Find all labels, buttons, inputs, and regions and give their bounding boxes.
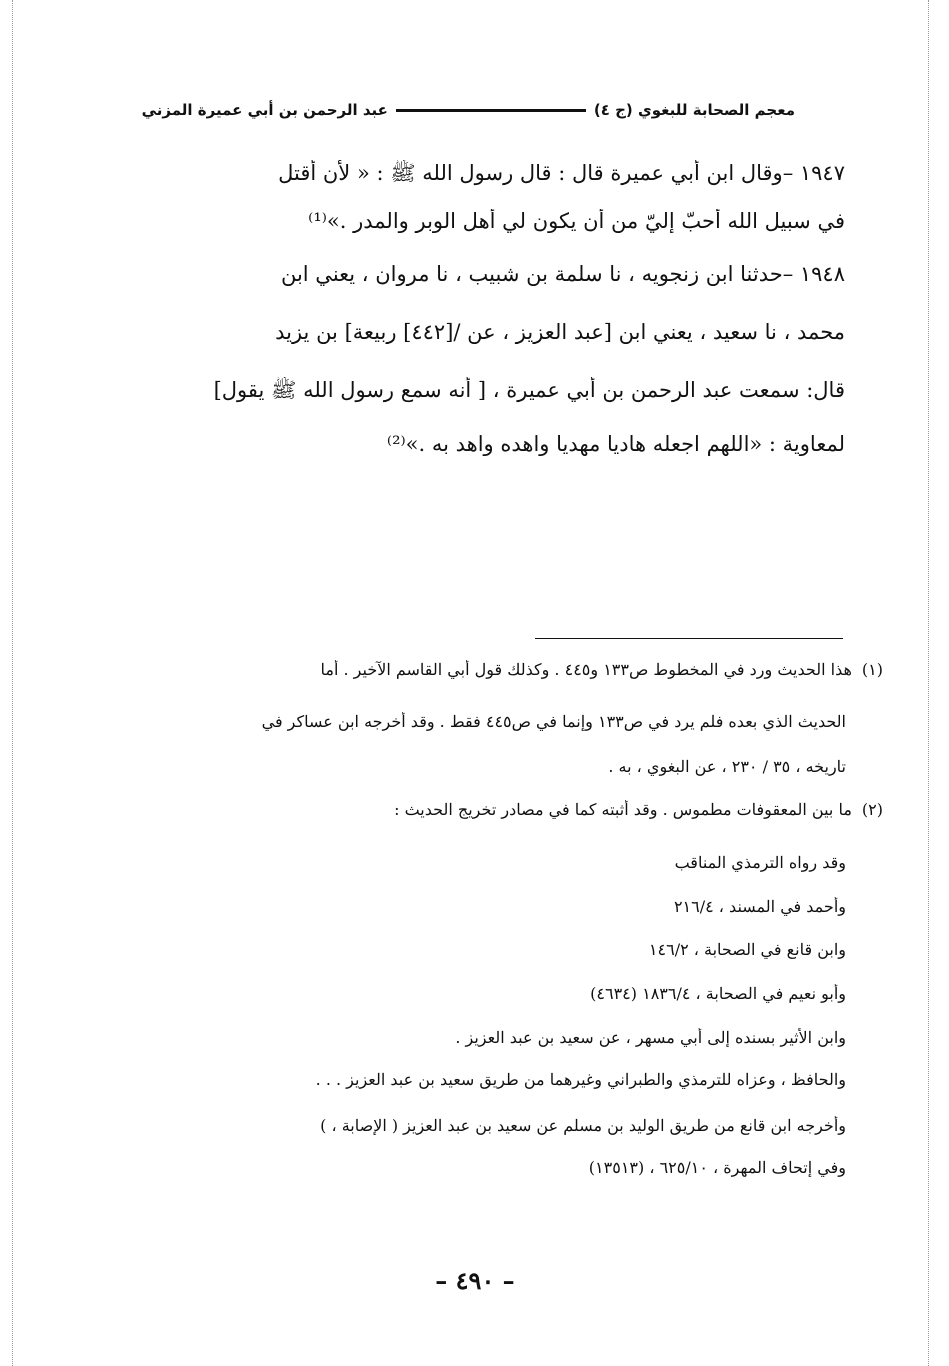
header-rule bbox=[396, 109, 586, 112]
footnote-1-text-1: هذا الحديث ورد في المخطوط ص١٣٣ و٤٤٥ . وكذلك قول أبي القاسم الآخير . أما bbox=[320, 660, 852, 679]
left-scan-edge bbox=[12, 0, 13, 1366]
footnote-2-line-4: وابن قانع في الصحابة ، ١٤٦/٢ bbox=[648, 940, 846, 959]
footnote-1-marker: (١) bbox=[861, 660, 883, 679]
footnote-2-line-9: وفي إتحاف المهرة ، ٦٢٥/١٠ ، (١٣٥١٣) bbox=[588, 1158, 846, 1177]
footnote-2-line-8: وأخرجه ابن قانع من طريق الوليد بن مسلم عن سعيد بن عبد العزيز ( الإصابة ، ) bbox=[320, 1116, 846, 1135]
footnote-2-line-6: وابن الأثير بسنده إلى أبي مسهر ، عن سعيد بن عبد العزيز . bbox=[455, 1028, 846, 1047]
footnote-2-line-3: وأحمد في المسند ، ٢١٦/٤ bbox=[673, 897, 846, 916]
footnote-2-line-1 bbox=[108, 800, 883, 819]
body-line-2: في سبيل الله أحبّ إليّ من أن يكون لي أهل الوبر والمدر .»⁽¹⁾ bbox=[308, 209, 845, 233]
footnote-2-line-7: والحافظ ، وعزاه للترمذي والطبراني وغيرهما من طريق سعيد بن عبد العزيز . . . bbox=[315, 1070, 846, 1089]
right-scan-edge bbox=[928, 0, 929, 1366]
footnote-2-line-2: وقد رواه الترمذي المناقب bbox=[674, 853, 846, 872]
footnote-1-line-3: تاريخه ، ٣٥ / ٢٣٠ ، عن البغوي ، به . bbox=[608, 757, 846, 776]
page-number: – ٤٩٠ – bbox=[435, 1266, 515, 1295]
footnote-2-text-1: ما بين المعقوفات مطموس . وقد أثبته كما في مصادر تخريج الحديث : bbox=[394, 800, 852, 819]
body-line-1: ١٩٤٧ –وقال ابن أبي عميرة قال : قال رسول الله ﷺ : « لأن أُقتل bbox=[278, 161, 845, 185]
body-line-6: لمعاوية : «اللهم اجعله هاديا مهديا واهده واهد به .»⁽²⁾ bbox=[386, 432, 845, 456]
body-line-4: محمد ، نا سعيد ، يعني ابن [عبد العزيز ، عن /[٤٤٢] ربيعة] بن يزيد bbox=[275, 320, 845, 344]
body-line-3: ١٩٤٨ –حدثنا ابن زنجويه ، نا سلمة بن شبيب ، نا مروان ، يعني ابن bbox=[280, 262, 845, 286]
footnote-separator bbox=[535, 638, 843, 639]
footnote-1-line-1 bbox=[108, 660, 883, 679]
running-header bbox=[141, 96, 795, 124]
footnote-2-marker: (٢) bbox=[861, 800, 883, 819]
footnote-1-line-2: الحديث الذي بعده فلم يرد في ص١٣٣ وإنما في ص٤٤٥ فقط . وقد أخرجه ابن عساكر في bbox=[261, 712, 846, 731]
body-line-5: قال: سمعت عبد الرحمن بن أبي عميرة ، [ أنه سمع رسول الله ﷺ يقول] bbox=[213, 378, 845, 402]
header-entry-name: عبد الرحمن بن أبي عميرة المزني bbox=[141, 101, 388, 119]
footnote-2-line-5: وأبو نعيم في الصحابة ، ١٨٣٦/٤ (٤٦٣٤) bbox=[590, 984, 846, 1003]
header-book-title: معجم الصحابة للبغوي (ج ٤) bbox=[593, 101, 795, 119]
